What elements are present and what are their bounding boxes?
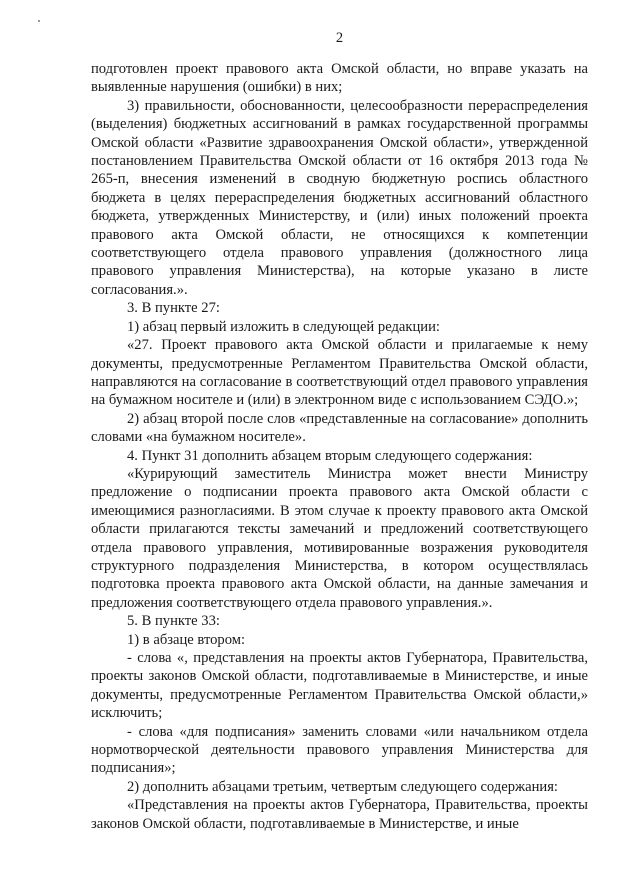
document-paragraph: 2) абзац второй после слов «представленные на согласование» дополнить словами «на бумажном носителе».	[91, 410, 588, 446]
document-paragraph: 4. Пункт 31 дополнить абзацем вторым следующего содержания:	[127, 447, 533, 464]
page-number: 2	[335, 30, 344, 46]
document-paragraph: 1) абзац первый изложить в следующей редакции:	[127, 318, 440, 335]
document-paragraph: подготовлен проект правового акта Омской области, но вправе указать на выявленные нарушения (ошибки) в них;	[91, 61, 588, 96]
document-paragraph: 1) в абзаце втором:	[127, 631, 246, 648]
document-paragraph: - слова «, представления на проекты актов Губернатора, Правительства, проекты законов Омской области, подготавливаемые в Министерстве, и иные документы, предусмотренные Регламентом Правительства Омской области,» исключить;	[91, 650, 588, 722]
document-paragraph: 2) дополнить абзацами третьим, четвертым следующего содержания:	[127, 778, 558, 795]
document-paragraph: «27. Проект правового акта Омской области и прилагаемые к нему документы, предусмотренные Регламентом Правительства Омской области, направляются на согласование в соответствующий отдел правового управления на бумажном носителе и (или) в электронном виде с использованием СЭДО.»;	[91, 337, 588, 409]
scan-speck	[38, 20, 40, 22]
document-paragraph: 3) правильности, обоснованности, целесообразности перераспределения (выделения) бюджетных ассигнований в рамках государственной программы Омской области «Развитие здравоохранения Омской области», утвержденной постановлением Правительства Омской области от 16 октября 2013 года № 265-п, внесения изменений в сводную бюджетную роспись областного бюджета в целях перераспределения бюджетных ассигнований областного бюджета, утвержденных Министерству, и (или) иных положений проекта правового акта Омской области, не относящихся к компетенции соответствующего отдела правового управления (должностного лица правового управления Министерства), на которые указано в листе согласования.».	[91, 97, 588, 298]
document-paragraph: 5. В пункте 33:	[127, 613, 220, 630]
document-paragraph: 3. В пункте 27:	[127, 300, 220, 317]
document-paragraph: «Представления на проекты актов Губернатора, Правительства, проекты законов Омской области, подготавливаемые в Министерстве, и иные	[91, 797, 588, 832]
document-paragraph: «Курирующий заместитель Министра может внести Министру предложение о подписании проекта правового акта Омской области с имеющимися разногласиями. В этом случае к проекту правового акта Омской области прилагаются тексты замечаний и предложений соответствующего отдела правового управления, мотивированные возражения руководителя структурного подразделения Министерства, в котором осуществлялась подготовка проекта правового акта Омской области, на данные замечания и предложения соответствующего отдела правового управления.».	[91, 465, 588, 611]
document-paragraph: - слова «для подписания» заменить словами «или начальником отдела нормотворческой деятельности правового управления Министерства для подписания»;	[91, 723, 588, 777]
document-body	[91, 60, 588, 833]
